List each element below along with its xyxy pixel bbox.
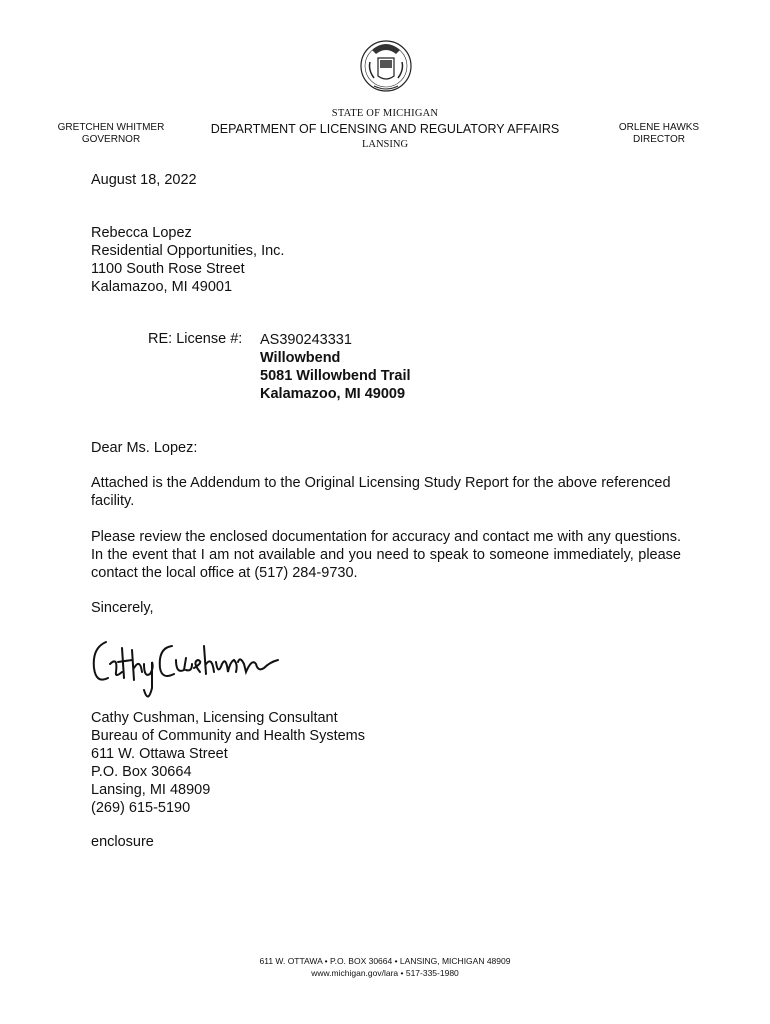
- sender-line: (269) 615-5190: [91, 800, 191, 816]
- closing: Sincerely,: [91, 600, 154, 616]
- director-title: DIRECTOR: [632, 134, 686, 145]
- sender-line: Cathy Cushman, Licensing Consultant: [91, 710, 338, 726]
- salutation: Dear Ms. Lopez:: [91, 440, 198, 456]
- paragraph-1: Attached is the Addendum to the Original Licensing Study Report for the above referenced facility.: [91, 475, 671, 509]
- governor-block: [50, 122, 172, 146]
- footer: [0, 955, 770, 979]
- director-block: [604, 122, 714, 146]
- paragraph-2: Please review the enclosed documentation for accuracy and contact me with any questions. In the event that I am not available and you need to speak to someone immediately, please contact the local office at (517) 284-9730.: [91, 529, 681, 581]
- re-label: RE: License #:: [148, 331, 243, 347]
- facility-street: 5081 Willowbend Trail: [260, 368, 411, 384]
- facility-city: Kalamazoo, MI 49009: [260, 386, 406, 402]
- license-number: AS390243331: [260, 332, 352, 348]
- governor-name: GRETCHEN WHITMER: [57, 122, 165, 133]
- letter-date: August 18, 2022: [91, 172, 197, 188]
- sender-line: Lansing, MI 48909: [91, 782, 211, 798]
- governor-title: GOVERNOR: [81, 134, 141, 145]
- sender-line: P.O. Box 30664: [91, 764, 192, 780]
- re-details: [260, 331, 411, 403]
- letterhead: [190, 108, 580, 150]
- city-line: LANSING: [361, 139, 409, 150]
- footer-contact: www.michigan.gov/lara • 517-335-1980: [311, 968, 459, 978]
- recipient-line: Rebecca Lopez: [91, 225, 192, 241]
- enclosure-note: enclosure: [91, 834, 154, 850]
- signature: [88, 628, 288, 708]
- sender-line: Bureau of Community and Health Systems: [91, 728, 366, 744]
- recipient-line: Residential Opportunities, Inc.: [91, 243, 285, 259]
- director-name: ORLENE HAWKS: [618, 122, 700, 133]
- recipient-line: Kalamazoo, MI 49001: [91, 279, 233, 295]
- facility-name: Willowbend: [260, 350, 341, 366]
- recipient-line: 1100 South Rose Street: [91, 261, 245, 277]
- sender-line: 611 W. Ottawa Street: [91, 746, 228, 762]
- recipient-address: [91, 224, 681, 296]
- michigan-seal-icon: [358, 36, 414, 98]
- footer-address: 611 W. OTTAWA • P.O. BOX 30664 • LANSING, MICHIGAN 48909: [259, 956, 511, 966]
- department-name: DEPARTMENT OF LICENSING AND REGULATORY AFFAIRS: [210, 122, 560, 136]
- state-line: STATE OF MICHIGAN: [331, 108, 439, 119]
- sender-block: [91, 709, 681, 817]
